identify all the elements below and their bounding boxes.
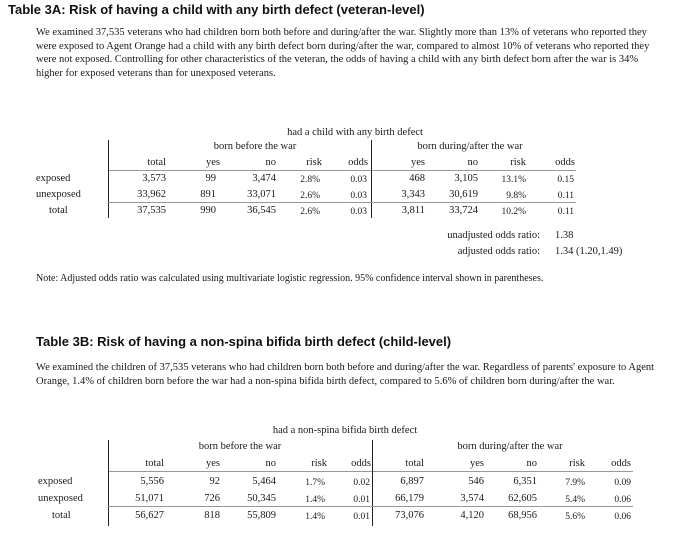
table-rule [108,202,576,203]
table-cell: 3,343 [401,189,425,200]
table-cell: 33,724 [449,205,478,216]
table-cell: 5,556 [140,476,164,487]
table-cell: 1.4% [305,495,325,505]
table-cell: 0.02 [353,478,370,488]
table-cell: 0.03 [350,191,367,201]
col-header-after-odds: odds [555,157,575,168]
table-cell: 468 [409,173,425,184]
table-cell: 36,545 [247,205,276,216]
table-cell: 4,120 [460,510,484,521]
table-b-super-header: had a non-spina bifida birth defect [272,425,418,436]
table-cell: 33,071 [247,189,276,200]
table-cell: 6,351 [513,476,537,487]
table-cell: 891 [200,189,216,200]
table-cell: 5,464 [252,476,276,487]
table-cell: 3,474 [252,173,276,184]
table-cell: 0.01 [353,512,370,522]
table-a-divider-left [108,140,109,218]
table-cell: 0.03 [350,175,367,185]
table-cell: unexposed [38,493,83,504]
col-header-before-odds: odds [348,157,368,168]
table-cell: 0.15 [557,175,574,185]
col-header-after-no: no [526,458,537,469]
col-header-before-risk: risk [311,458,327,469]
table-cell: 726 [204,493,220,504]
col-header-after-risk: risk [569,458,585,469]
table-cell: 50,345 [247,493,276,504]
table-a-note: Note: Adjusted odds ratio was calculated using multivariate logistic regression. 95% confidence interval shown in parentheses. [36,273,544,284]
table-cell: 5.6% [565,512,585,522]
table-cell: 0.06 [614,512,631,522]
table-rule [108,471,633,472]
table-cell: 1.7% [305,478,325,488]
table-cell: 68,956 [508,510,537,521]
table-a-divider-mid [371,140,372,218]
table-cell: 55,809 [247,510,276,521]
col-header-after-yes: yes [470,458,484,469]
table-cell: 0.11 [557,191,574,201]
table-cell: 13.1% [501,175,526,185]
table-cell: 3,105 [454,173,478,184]
adjusted-odds-value: 1.34 (1.20,1.49) [555,246,623,257]
col-header-before-no: no [265,157,276,168]
table-cell: 9.8% [506,191,526,201]
table-cell: 92 [209,476,220,487]
table-b-group-before: born before the war [198,441,282,452]
table-cell: 33,962 [137,189,166,200]
col-header-after-no: no [467,157,478,168]
col-header-after-total: total [405,458,424,469]
table-cell: 0.09 [614,478,631,488]
table-cell: 73,076 [395,510,424,521]
table-a-group-after: born during/after the war [417,141,523,152]
table-cell: total [52,510,71,521]
table-cell: 0.06 [614,495,631,505]
table-cell: 546 [468,476,484,487]
col-header-after-odds: odds [611,458,631,469]
table-cell: 62,605 [508,493,537,504]
table-cell: 6,897 [400,476,424,487]
table-cell: 37,535 [137,205,166,216]
col-header-after-yes: yes [411,157,425,168]
table-a-super-header: had a child with any birth defect [287,127,423,138]
table-cell: 818 [204,510,220,521]
table-cell: 2.6% [300,191,320,201]
table-rule [108,506,633,507]
table-cell: 0.03 [350,207,367,217]
table-cell: unexposed [36,189,81,200]
table-cell: 1.4% [305,512,325,522]
table-cell: 56,627 [135,510,164,521]
col-header-before-risk: risk [306,157,322,168]
table-cell: 51,071 [135,493,164,504]
col-header-total: total [147,157,166,168]
table-b-title: Table 3B: Risk of having a non-spina bifida birth defect (child-level) [36,334,452,349]
col-header-before-odds: odds [351,458,371,469]
table-cell: 3,811 [401,205,425,216]
table-b-divider-mid [372,440,373,526]
unadjusted-odds-label: unadjusted odds ratio: [447,230,540,241]
table-rule [108,170,576,171]
table-b-description: We examined the children of 37,535 veterans who had children born both before and during/after the war. Regardless of parents' exposure to Agent Orange, 1.4% of children born before the war had a non-spina bifida birth defect, compared to 5.6% of children born during/after the war. [36,362,655,387]
table-cell: 66,179 [395,493,424,504]
col-header-before-no: no [265,458,276,469]
table-cell: 2.6% [300,207,320,217]
table-cell: 3,574 [460,493,484,504]
table-cell: 5.4% [565,495,585,505]
table-cell: 2.8% [300,175,320,185]
table-cell: 30,619 [449,189,478,200]
table-a-title: Table 3A: Risk of having a child with any birth defect (veteran-level) [8,2,425,17]
table-cell: exposed [38,476,73,487]
table-cell: total [49,205,68,216]
table-cell: 990 [200,205,216,216]
unadjusted-odds-value: 1.38 [555,230,574,241]
adjusted-odds-label: adjusted odds ratio: [457,246,540,257]
table-a-group-before: born before the war [213,141,297,152]
col-header-after-risk: risk [510,157,526,168]
table-cell: exposed [36,173,71,184]
table-cell: 0.11 [557,207,574,217]
col-header-before-yes: yes [206,157,220,168]
col-header-before-total: total [145,458,164,469]
col-header-before-yes: yes [206,458,220,469]
table-a-description: We examined 37,535 veterans who had children born both before and during/after the war. Slightly more than 13% of veterans who reported they were exposed to Agent Orange had a child with any birth defect born during/after the war, compared to almost 10% of veterans who reported they were not exposed. Controlling for other characteristics of the veteran, the odds of having a child with any birth defect born after the war is 34% higher for exposed veterans than for unexposed veterans. [36,27,650,79]
table-cell: 7.9% [565,478,585,488]
table-cell: 10.2% [501,207,526,217]
table-cell: 0.01 [353,495,370,505]
table-cell: 99 [205,173,216,184]
table-b-group-after: born during/after the war [457,441,563,452]
table-cell: 3,573 [142,173,166,184]
